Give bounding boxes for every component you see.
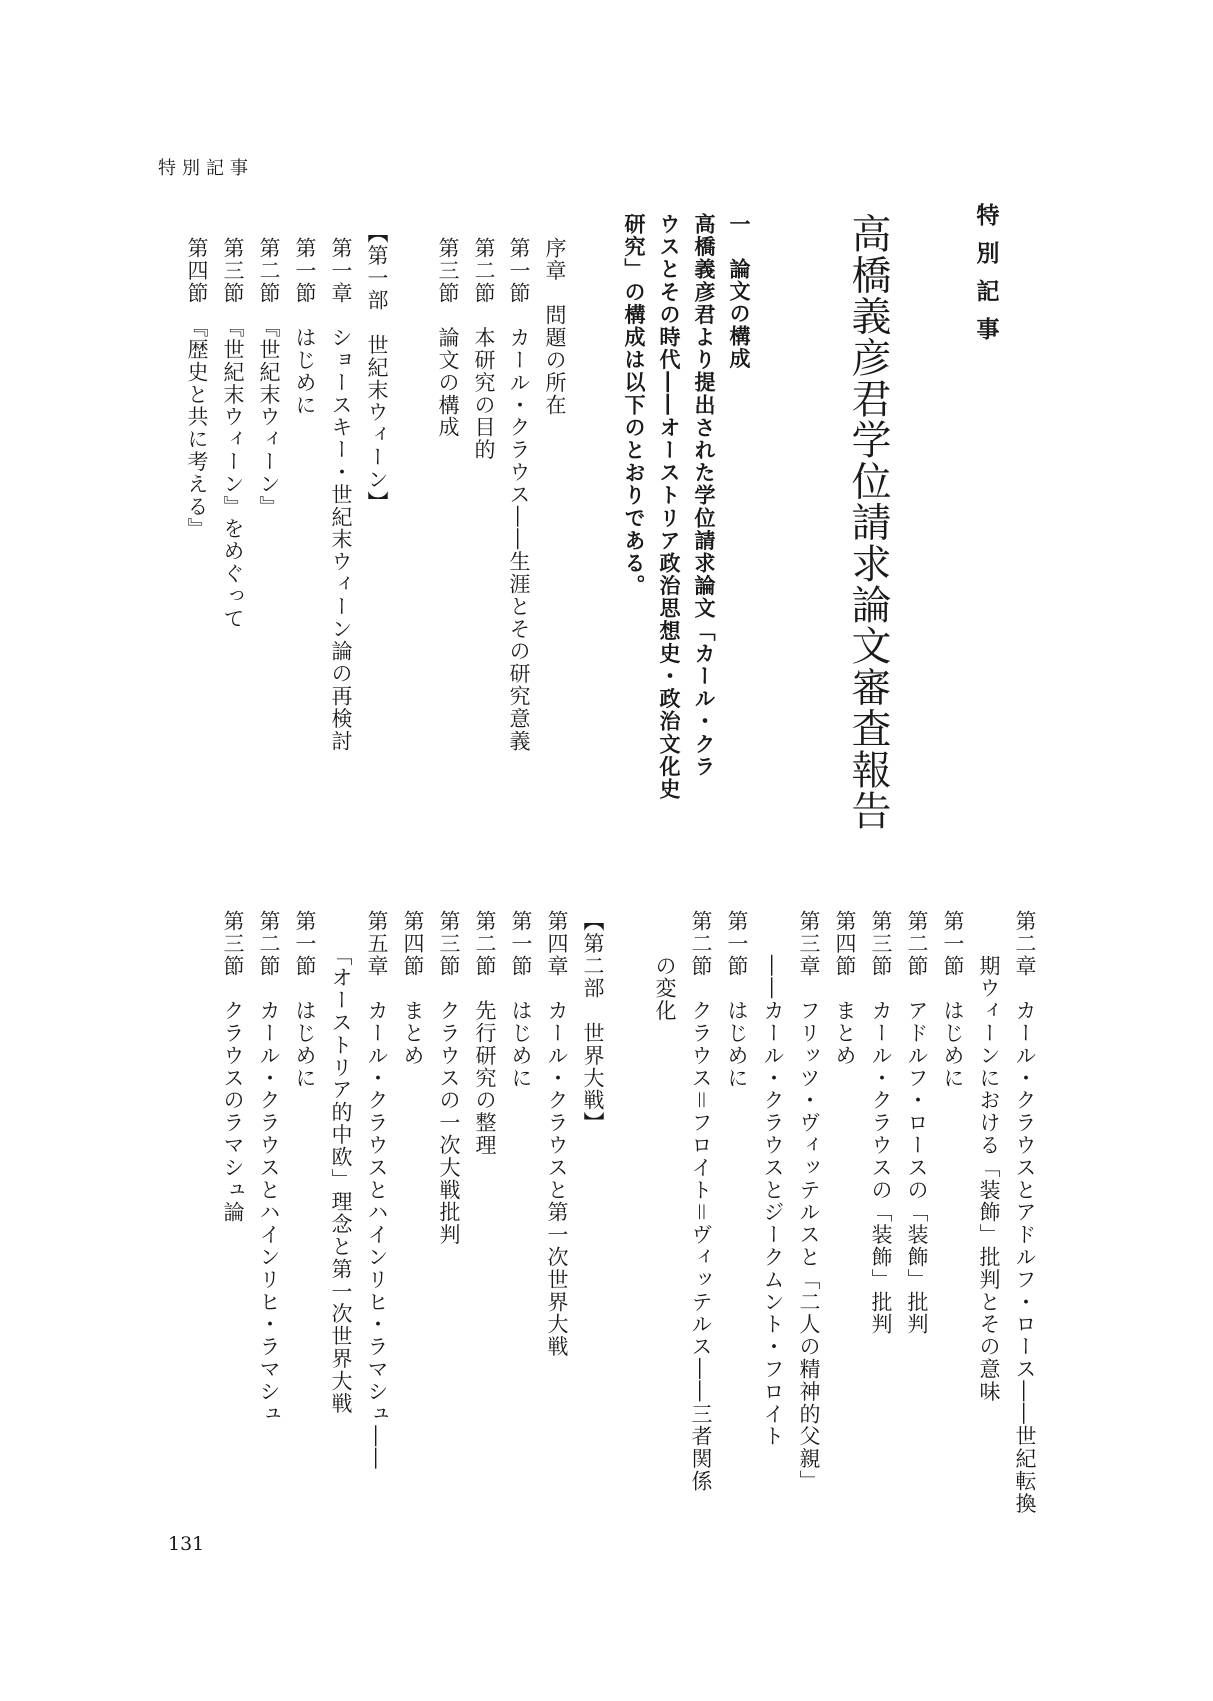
toc-line: 第三節 『世紀末ウィーン』をめぐって	[221, 237, 245, 630]
toc-line: 第二節 先行研究の整理	[473, 910, 497, 1157]
category-char: 別	[976, 241, 1000, 267]
toc-line: 第四章 カール・クラウスと第一次世界大戦	[545, 910, 569, 1358]
toc-line: 第一節 はじめに	[725, 910, 749, 1090]
toc-line: 第一節 はじめに	[509, 910, 533, 1090]
toc-line: 第四節 まとめ	[833, 910, 857, 1067]
category-char: 特	[976, 203, 1000, 229]
toc-line: 第二章 カール・クラウスとアドルフ・ロース――世紀転換	[1013, 910, 1037, 1515]
toc-line: 第三節 クラウスの一次大戦批判	[437, 910, 461, 1246]
toc-line: 第三節 クラウスのラマシュ論	[221, 910, 245, 1224]
toc-line: 第三節 論文の構成	[436, 237, 460, 439]
toc-line: の変化	[653, 910, 677, 1022]
running-head: 特別記事	[158, 158, 254, 179]
page-number: 131	[168, 1533, 205, 1555]
toc-line: 第二節 カール・クラウスとハインリヒ・ラマシュ	[257, 910, 281, 1426]
toc-line: 第一節 はじめに	[293, 237, 317, 417]
toc-line: 第三章 フリッツ・ヴィッテルスと「二人の精神的父親」	[797, 910, 821, 1493]
toc-line: 第二節 本研究の目的	[472, 237, 496, 461]
article-title: 高橋義彦君学位請求論文審査報告	[845, 213, 891, 831]
category-char: 記	[976, 279, 1000, 305]
category-char: 事	[976, 317, 1000, 343]
toc-line: 第四節 まとめ	[401, 910, 425, 1067]
paragraph-line: 研究」の構成は以下のとおりである。	[622, 213, 647, 598]
toc-line: 「オーストリア的中欧」理念と第一次世界大戦	[329, 910, 353, 1415]
toc-line: 第一節 カール・クラウス――生涯とその研究意義	[507, 237, 531, 753]
toc-line: ――カール・クラウスとジークムント・フロイト	[761, 910, 785, 1448]
toc-line: 第一節 はじめに	[293, 910, 317, 1090]
toc-line: 序章 問題の所在	[543, 237, 567, 417]
toc-line: 第二節 クラウス＝フロイト＝ヴィッテルス――三者関係	[689, 910, 713, 1493]
toc-line: 期ウィーンにおける「装飾」批判とその意味	[977, 910, 1001, 1403]
toc-line: 第三節 カール・クラウスの「装飾」批判	[869, 910, 893, 1336]
toc-line: 第二節 アドルフ・ロースの「装飾」批判	[905, 910, 929, 1336]
paragraph-line: 高橋義彦君より提出された学位請求論文「カール・クラ	[692, 213, 717, 778]
toc-line: 【第二部 世界大戦】	[581, 910, 605, 1134]
section-heading: 一 論文の構成	[727, 213, 751, 370]
toc-line: 第五章 カール・クラウスとハインリヒ・ラマシュ――	[365, 910, 389, 1470]
category-label	[968, 205, 1008, 357]
paragraph-line: ウスとその時代――オーストリア政治思想史・政治文化史	[657, 213, 682, 801]
toc-line: 第四節 『歴史と共に考える』	[185, 237, 209, 541]
toc-line: 第二節 『世紀末ウィーン』	[257, 237, 281, 518]
toc-line: 【第一部 世紀末ウィーン】	[365, 222, 389, 514]
toc-line: 第一章 ショースキー・世紀末ウィーン論の再検討	[329, 237, 353, 753]
toc-line: 第一節 はじめに	[941, 910, 965, 1090]
